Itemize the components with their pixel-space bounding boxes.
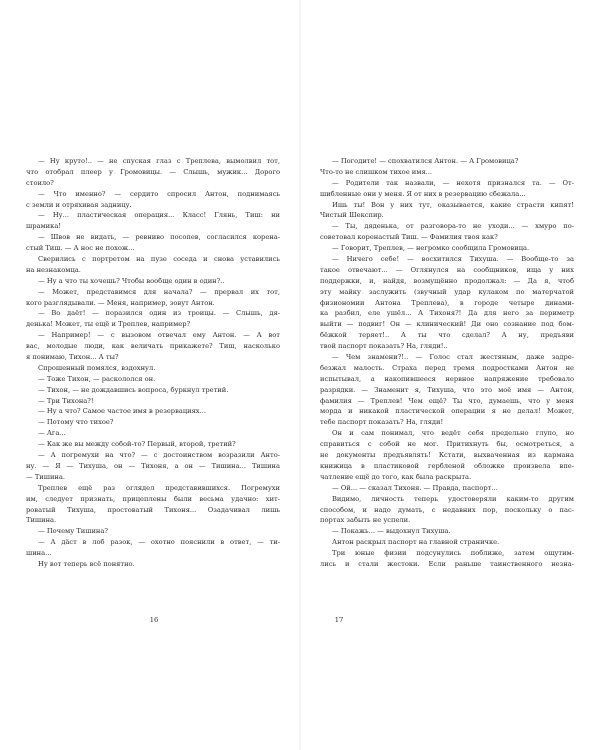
text-line: — Тоже Тихон, — раскололся он. bbox=[38, 374, 156, 383]
text-line: — Как же вы между собой-то? Первый, второй, третий? bbox=[38, 440, 236, 449]
text-line: — Ой... — сказал Тихоня. — Правда, паспорт... bbox=[332, 483, 498, 492]
text-line: Тишина. bbox=[26, 516, 57, 525]
text-line: — Тишина. bbox=[26, 472, 65, 481]
text-line: — Швов не видать, — ревниво посопев, согласился корена- bbox=[38, 233, 280, 242]
text-line: — А дäст в лоб разок, — охотно пояснили в ответ, — ти- bbox=[38, 538, 280, 547]
text-line: бёжкой теряет!.. А ты что сделал? А ну, предъяви bbox=[320, 331, 574, 340]
text-line: не документы предъявлять! Кстати, выхваченная из кармана bbox=[320, 451, 574, 460]
text-line: книжица в пластиковой гербленой обложке произвела впе- bbox=[320, 461, 574, 470]
text-line: им, следует признать, прицеплены были весьма удачно: хит- bbox=[26, 494, 280, 503]
text-line: — Покажь... — выдохнул Тихуша. bbox=[332, 527, 451, 536]
text-line: — Ты, дяденька, от разговора-то не уходи... — хмуро по- bbox=[332, 222, 574, 231]
text-line: — Ну а что ты хочешь? Чтобы вообще один в один?.. bbox=[38, 276, 225, 285]
right-page bbox=[300, 0, 600, 750]
text-line: советовал коренастый Тиш. — Фамилия твоя как? bbox=[320, 233, 498, 242]
text-line: фамилия — Треплев! Чем ещё? Ты что, думаешь, что у меня bbox=[320, 396, 574, 405]
text-line: роватый Тихуша, простоватый Тихоня... Озадачивал лишь bbox=[26, 505, 280, 514]
text-line: портах забыть не успели. bbox=[320, 516, 411, 525]
text-line: кого разглядывали. — Меня, например, зовут Антон. bbox=[26, 298, 215, 307]
text-line: Чистый Шекспир. bbox=[320, 211, 384, 220]
text-line: способом, и надо думать, с недавних пор, поскольку о пас- bbox=[320, 505, 574, 514]
text-line: — Тихон, — не дождавшись вопроса, буркнул третий. bbox=[38, 385, 229, 394]
text-line: Три юные физии подсунулись поближе, затем ощутим- bbox=[332, 549, 574, 558]
text-line: безжал малость. Страха перед тремя подростками Антон не bbox=[320, 363, 574, 372]
text-line: — Погодите! — спохватился Антон. — А Громовица? bbox=[332, 157, 519, 165]
page-number-left: 16 bbox=[149, 616, 159, 624]
text-line: шина... bbox=[26, 549, 52, 558]
text-line: — А погремухи на что? — с достоинством возразили Анто- bbox=[38, 451, 280, 460]
text-line: — Потому что тихое? bbox=[38, 418, 114, 427]
text-line: такое отвечают... — Оглянулся на сообщников, ища у них bbox=[320, 265, 574, 274]
text-line: Сверились с портретом на пузе соседа и снова уставились bbox=[38, 255, 280, 264]
text-line: — Например! — с вызовом отвечал ему Антон. — А вот bbox=[38, 331, 280, 340]
text-line: — Три Тихона?! bbox=[38, 396, 94, 405]
text-line: я понимаю, Тихон... А ты? bbox=[26, 353, 119, 362]
text-line: — Чем знамени?!.. — Голос стал жестяным, даже задре- bbox=[332, 353, 574, 362]
text-line: что отобрал плеер у Громовицы. — Слышь, мужик... Дорого bbox=[26, 167, 280, 176]
text-line: — Во даёт! — поразился один из троицы. — Слышь, дя- bbox=[38, 309, 280, 318]
text-line: ну. — Я — Тихуша, он — Тихоня, а он — Тишина... Тишина bbox=[26, 461, 280, 470]
text-line: — Говорит, Треплев, — негромко сообщила Громовица. bbox=[332, 244, 530, 253]
text-line: Что-то не слишком тихое имя... bbox=[320, 167, 433, 176]
text-line: Треплев ещё раз оглядел представившихся. Погремухи bbox=[38, 483, 280, 492]
text-line: Он и сам понимал, что ведёт себя предельно глупо, но bbox=[332, 429, 574, 438]
text-line: денька! Может, ты ещё и Треплев, например? bbox=[26, 320, 191, 329]
text-line: тебе паспорт показать? На, гляди! bbox=[320, 418, 444, 427]
text-line: с земли и отряхивая задницу. bbox=[26, 200, 132, 209]
text-line: испытывал, а накопившееся нервное напряжение требовало bbox=[320, 374, 574, 383]
text-line: стоило? bbox=[26, 178, 54, 187]
text-line: шрамика! bbox=[26, 222, 61, 231]
text-line: — Родители так назвали, — нехотя признался та. — От- bbox=[332, 178, 574, 187]
text-line: твой паспорт показать? На, гляди!.. bbox=[320, 342, 448, 351]
right-page-text bbox=[320, 156, 574, 570]
text-line: эту майку заслужить (звучный удар кулаком по матерчатой bbox=[320, 287, 574, 296]
text-line: на незнакомца. bbox=[26, 265, 81, 274]
text-line: — Ну а что? Самое частое имя в резервациях... bbox=[38, 407, 206, 416]
text-line: разрядки. — Знаменит я, Тихуша, что это моё имя — Антон, bbox=[320, 385, 574, 394]
text-line: — Ну круто!.. — не спуская глаз с Треплева, вымолвил тот, bbox=[38, 157, 280, 165]
text-line: физиономии Антона Треплева), в городе четыре динами- bbox=[320, 298, 574, 307]
text-line: — Что именно? — сердито спросил Антон, поднимаясь bbox=[38, 189, 280, 198]
text-line: выйти — подвиг! Он — клинический! Ди оно сознание под бом- bbox=[320, 320, 574, 329]
text-line: — Почему Тишина? bbox=[38, 527, 108, 536]
text-line: Антон раскрыл паспорт на главной страничке. bbox=[332, 538, 500, 547]
text-line: лись и стали жестоки. Если раньше таинственного незна- bbox=[320, 559, 574, 568]
text-line: — Может, представимся для начала? — прервал их тот, bbox=[38, 287, 280, 296]
text-line: поддержки, и, найдя, возмущённо продолжал: — Да я, чтоб bbox=[320, 276, 574, 285]
text-line: — Ага... bbox=[38, 429, 66, 438]
text-line: Спрошенный помялся, вздохнул. bbox=[38, 363, 156, 372]
text-line: стый Тиш. — А нос не похож... bbox=[26, 244, 135, 253]
text-line: Видимо, личность теперь удостоверяли каким-то другим bbox=[332, 494, 574, 503]
left-page-text bbox=[26, 156, 280, 570]
text-line: Ну вот теперь всё понятно. bbox=[38, 559, 135, 568]
text-line: — Ничего себе! — восхитился Тихуша. — Вообще-то за bbox=[332, 255, 574, 264]
text-line: справиться с собой не мог. Притихнуть бы, осмотреться, а bbox=[320, 440, 574, 449]
text-line: морда и никакой пластической операции я не делал! Может, bbox=[320, 407, 574, 416]
text-line: Ишь ты! Вон у них тут, оказывается, какие страсти кипят! bbox=[332, 200, 574, 209]
text-line: ка разбил, еле ушёл... А Тихоня?! Да для него за периметр bbox=[320, 309, 574, 318]
text-line: шибленные они у меня. Я от них в резервацию сбежала... bbox=[320, 189, 526, 198]
text-line: — Ну... пластическая операция... Класс! Глянь, Тиш: ни bbox=[38, 211, 280, 220]
text-line: вас, молодые люди, как величать прикажете? Тиш, насколько bbox=[26, 342, 280, 351]
page-number-right: 17 bbox=[334, 616, 344, 624]
text-line: чатление ещё до того, как была раскрыта. bbox=[320, 472, 472, 481]
